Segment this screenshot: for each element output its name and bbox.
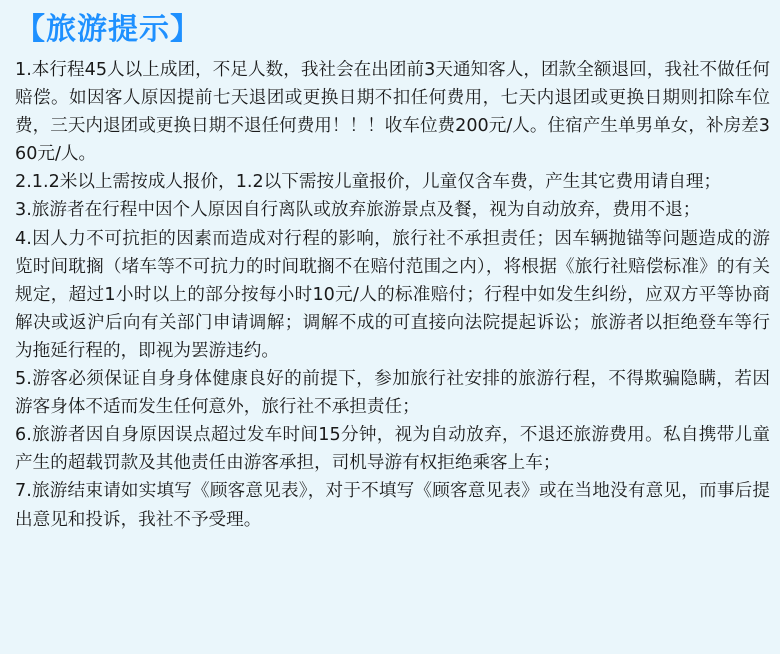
note-item: 2.1.2米以上需按成人报价，1.2以下需按儿童报价，儿童仅含车费，产生其它费用请自理； — [15, 172, 722, 193]
notes-list — [15, 56, 770, 534]
note-item: 6.旅游者因自身原因误点超过发车时间15分钟，视为自动放弃，不退还旅游费用。私自携带儿童产生的超载罚款及其他责任由游客承担，司机导游有权拒绝乘客上车； — [15, 425, 770, 474]
page-title: 【旅游提示】 — [15, 12, 201, 47]
note-item: 3.旅游者在行程中因个人原因自行离队或放弃旅游景点及餐，视为自动放弃，费用不退； — [15, 200, 701, 221]
note-item: 7.旅游结束请如实填写《顾客意见表》，对于不填写《顾客意见表》或在当地没有意见，而事后提出意见和投诉，我社不予受理。 — [15, 481, 770, 530]
note-item: 1.本行程45人以上成团，不足人数，我社会在出团前3天通知客人，团款全额退回，我社不做任何赔偿。如因客人原因提前七天退团或更换日期不扣任何费用，七天内退团或更换日期则扣除车位费，三天内退团或更换日期不退任何费用！！！收车位费200元/人。住宿产生单男单女，补房差360元/人。 — [15, 60, 770, 165]
note-item: 4.因人力不可抗拒的因素而造成对行程的影响，旅行社不承担责任；因车辆抛锚等问题造成的游览时间耽搁（堵车等不可抗力的时间耽搁不在赔付范围之内），将根据《旅行社赔偿标准》的有关规定，超过1小时以上的部分按每小时10元/人的标准赔付；行程中如发生纠纷，应双方平等协商解决或返沪后向有关部门申请调解；调解不成的可直接向法院提起诉讼；旅游者以拒绝登车等行为拖延行程的，即视为罢游违约。 — [15, 228, 770, 361]
note-item: 5.游客必须保证自身身体健康良好的前提下，参加旅行社安排的旅游行程，不得欺骗隐瞒，若因游客身体不适而发生任何意外，旅行社不承担责任； — [15, 369, 770, 418]
